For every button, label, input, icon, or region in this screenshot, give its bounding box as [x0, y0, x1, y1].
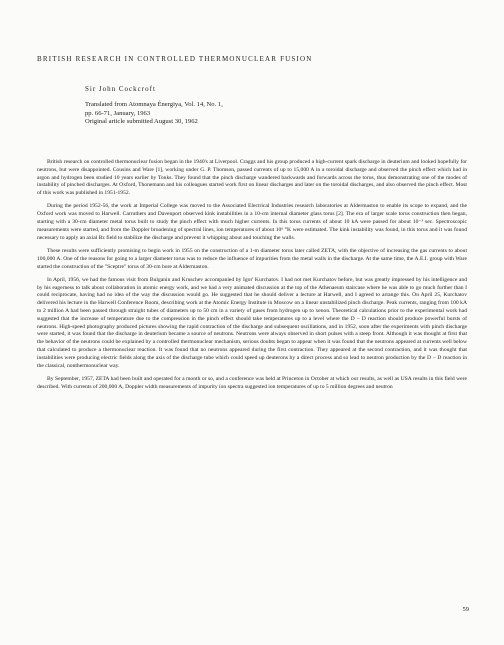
translation-pages-line: pp. 66-71, January, 1963 — [85, 109, 151, 117]
article-body — [37, 159, 467, 397]
body-paragraph: British research on controlled thermonuclear fusion began in the 1940's at Liverpool. Craggs and his group produced a high-current spark discharge in deuterium and looked hopefully for neutrons, but were disappointed. Cousins and Ware [1], working under G. P. Thomson, passed currents of up to 15,000 A in a toroidal discharge and observed the pinch effect which had in argon and hydrogen been studied 10 years earlier by Tonks. They found that the pinch discharge wandered backwards and forwards across the torus, thus demonstrating one of the modes of instability of pinched discharges. At Oxford, Thonemann and his colleagues started work first on linear discharges and later on the toroidal discharges, and also observed the pinch effect. Most of this work was published in 1951-1952. — [37, 159, 467, 197]
article-title: BRITISH RESEARCH IN CONTROLLED THERMONUCLEAR FUSION — [37, 55, 313, 63]
translation-info — [85, 101, 223, 127]
body-paragraph: In April, 1956, we had the famous visit from Bulganin and Kruschev accompanied by Igor' Kurchatov. I had not met Kurchatov before, but was greatly impressed by his intelligence and by his eagerness to talk about collaboration in atomic energy work, and we had a very animated discussion at the top of the Athenaeum staircase where he was able to go much further than I could reciprocate, having had no idea of the way the discussion would go. He suggested that he should deliver a lecture at Harwell, and I agreed to arrange this. On April 25, Kurchatov delivered his lecture in the Harwell Conference Room, describing work at the Atomic Energy Institute in Moscow on a linear unstabilized pinch discharge. Peak currents, ranging from 100 kA to 2 million A had been passed through straight tubes of diameters up to 50 cm in a variety of gases from hydrogen up to xenon. Theoretical calculations prior to the experimental work had suggested that the increase of temperature due to the compression in the pinch effect should take temperatures up to a level where the D − D reaction should produce powerful bursts of neutrons. High-speed photography produced pictures showing the rapid contraction of the discharge and subsequent oscillations, and in 1952, soon after the experiments with pinch discharge were started, it was found that the discharge in deuterium became a source of neutrons. Neutrons were always observed in short pulses with a steep front. Although it was thought at first that the behavior of the neutrons could be explained by a controlled thermonuclear mechanism, serious doubts began to appear when it was found that the neutrons appeared at currents well below that calculated to produce a thermonuclear reaction. It was found that no neutrons appeared during the first contraction. They appeared at the second contraction, and it was thought that instabilities were producing electric fields along the axis of the discharge tube which could speed up deuterons by a direct process and so lead to neutron production by the D − D reaction in the classical, nonthermonuclear way. — [37, 276, 467, 369]
body-paragraph: By September, 1957, ZETA had been built and operated for a month or so, and a conference was held at Princeton in October at which our results, as well as USA results in this field were described. With currents of 200,000 A, Doppler width measurements of impurity ion spectra suggested ion temperatures of up to 5 million degrees and neutron — [37, 375, 467, 390]
body-paragraph: During the period 1952-56, the work at Imperial College was moved to the Associated Electrical Industries research laboratories at Aldermaston to enable its scope to expand, and the Oxford work was moved to Harwell. Carruthers and Davenport observed kink instabilities in a 10-cm internal diameter glass torus [2]. The era of larger scale torus construction then began, starting with a 30-cm diameter metal torus built to study the pinch effect with much higher currents. In this torus currents of about 10 kA were passed for about 10⁻³ sec. Spectroscopic measurements were started, and from the Doppler broadening of spectral lines, ion temperatures of about 10⁶ °K were estimated. The kink instability was found, in this torus and it was found necessary to apply an axial Bz field to stabilize the discharge and prevent it whipping about and touching the walls. — [37, 203, 467, 241]
author-name: Sir John Cockcroft — [85, 85, 156, 93]
submission-date-line: Original article submitted August 30, 1962 — [85, 118, 198, 126]
body-paragraph: These results were sufficiently promising to begin work in 1955 on the construction of a 1-m diameter torus later called ZETA, with the objective of increasing the gas currents to about 100,000 A. One of the reasons for going to a larger diameter torus was to reduce the influence of impurities from the metal walls in the discharge. At the same time, the A.E.I. group with Ware started the construction of the "Sceptre" torus of 30-cm bore at Aldermaston. — [37, 247, 467, 270]
translation-source-line: Translated from Atomnaya Énergiya, Vol. 14, No. 1, — [85, 101, 223, 108]
page-number: 59 — [462, 606, 469, 613]
